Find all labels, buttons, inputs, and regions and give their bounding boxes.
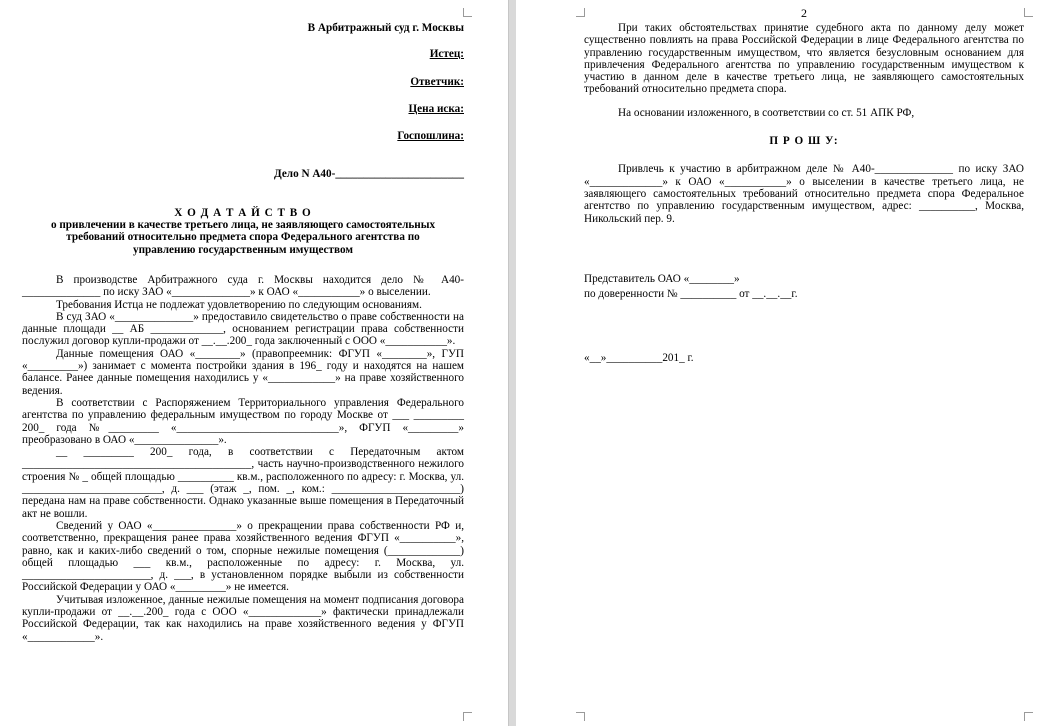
- paragraph: В суд ЗАО «______________» предоставило свидетельство о праве собственности на данные площади __ АБ _____________, основанием регистрации права собственности послужил договор купли-продажи от __.__.200_ года заключенный с ООО «___________».: [22, 310, 464, 348]
- document-title: Х О Д А Т А Й С Т В О: [174, 206, 312, 219]
- date-line: «__»__________201_ г.: [584, 352, 694, 365]
- margin-marker: [576, 8, 585, 17]
- request-heading: П Р О Ш У:: [769, 135, 839, 148]
- margin-marker: [463, 712, 472, 721]
- paragraph: При таких обстоятельствах принятие судебного акта по данному делу может существенно повлиять на права Российской Федерации в лице Федерального агентства по управлению государственным имуществом, что является безусловным основанием для привлечения Федерального агентства по управлению государственным имуществом к участию в данном деле в качестве третьего лица, не заявляющего самостоятельных требований относительно предмета спора.: [584, 22, 1024, 96]
- page-1-content: [22, 22, 464, 643]
- paragraph: __ _________ 200_ года, в соответствии с Передаточным актом _________________________________________, часть научно-производственного нежилого строения № _ общей площадью __________ кв.м., расположенного по адресу: г. Москва, ул. _________________________, д. ___ (этаж _, пом. _, ком.: _______________________) передана нам на праве собственности. Однако указанные выше помещения в Передаточный акт не вошли.: [22, 446, 464, 520]
- margin-marker: [463, 8, 472, 17]
- plaintiff-label: Истец:: [429, 48, 464, 61]
- document-subtitle: о привлечении в качестве третьего лица, не заявляющего самостоятельных требований относительно предмета спора Федерального агентства по управлению государственным имуществом: [50, 219, 436, 256]
- paragraph: Данные помещения ОАО «________» (правопреемник: ФГУП «________», ГУП «_________») занимает с момента постройки здания в 196_ году и находятся на нашем балансе. Ранее данные помещения находились у «____________» на праве хозяйственного ведения.: [22, 347, 464, 397]
- paragraph: Требования Истца не подлежат удовлетворению по следующим основаниям.: [56, 298, 422, 311]
- representative-line: Представитель ОАО «________»: [584, 272, 740, 285]
- page-number: 2: [801, 6, 807, 20]
- paragraph: Сведений у ОАО «_______________» о прекращении права собственности РФ и, соответственно, прекращения ранее права хозяйственного ведения ФГУП «__________», равно, как и каких-либо сведений о том, спорные нежилые помещения (_____________) общей площадью ___ кв.м., расположенные по адресу: г. Москва, ул. _______________________, д. ___, в установленном порядке выбыли из собственности Российской Федерации у ОАО «_________» не имеется.: [22, 519, 464, 594]
- paragraph: Учитывая изложенное, данные нежилые помещения на момент подписания договора купли-продажи от __.__.200_ года с ООО «_____________» фактически принадлежали Российской Федерации, так как находились на праве хозяйственного ведения у ФГУП «____________».: [22, 593, 464, 643]
- page-2-content: [584, 22, 1024, 365]
- state-fee-label: Госпошлина:: [397, 130, 464, 143]
- paragraph: В производстве Арбитражного суда г. Москвы находится дело № А40-______________ по иску ЗАО «______________» к ОАО «___________» о выселении.: [22, 273, 464, 299]
- margin-marker: [576, 712, 585, 721]
- request-paragraph: Привлечь к участию в арбитражном деле № А40-______________ по иску ЗАО «_____________» к ОАО «___________» о выселении в качестве третьего лица, не заявляющего самостоятельных требований относительно предмета спора Федеральное агентство по управлению государственным имуществом, адрес: __________, Москва, Никольский пер. 9.: [584, 163, 1024, 225]
- document-page-2: [516, 0, 1044, 726]
- margin-marker: [1024, 712, 1033, 721]
- paragraph: На основании изложенного, в соответствии со ст. 51 АПК РФ,: [618, 106, 915, 119]
- court-name: В Арбитражный суд г. Москвы: [307, 22, 464, 34]
- margin-marker: [1024, 8, 1033, 17]
- paragraph: В соответствии с Распоряжением Территориального управления Федерального агентства по управлению федеральным имуществом по городу Москве от ___ _________ 200_ года №_________ «_____________________________», ФГУП «_________» преобразовано в ОАО «_______________».: [22, 396, 464, 446]
- power-of-attorney-line: по доверенности № __________ от __.__.__г.: [584, 288, 798, 301]
- defendant-label: Ответчик:: [410, 75, 464, 88]
- document-page-1: [0, 0, 508, 726]
- claim-price-label: Цена иска:: [408, 102, 464, 115]
- case-number: Дело N А40-_______________________: [274, 168, 464, 181]
- page-1-body: [22, 274, 464, 643]
